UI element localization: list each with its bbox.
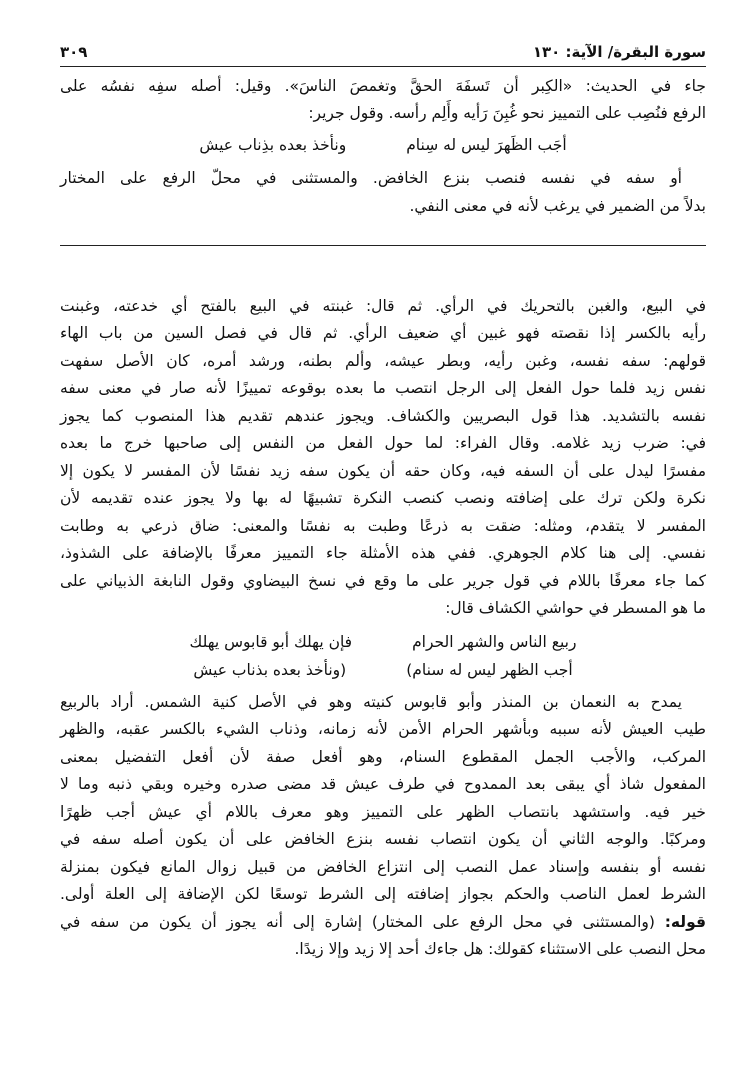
- text-line: الرفع فنُصِب على التمييز نحو غُبِنَ رَأيه وأَلِم رأسه. وقول جرير:: [308, 104, 706, 122]
- text-line: في: ضرب زيد غلامه. وقال الفراء: لما حول الفعل من النفس إلى صاحبها خرج ما بعده: [60, 434, 706, 452]
- verse: [60, 659, 706, 681]
- footnote-separator: [60, 245, 706, 246]
- text-line: الشرط لعمل الناصب والحكم بجواز إضافته إلى الشرط توسعًا لكن الإضافة إلى العلة أولى.: [60, 885, 706, 903]
- text-line: بدلاً من الضمير في يرغب لأنه في معنى النفي.: [409, 197, 706, 215]
- text-line: محل النصب على الاستثناء كقولك: هل جاءك أحد إلا زيد وإلا زيدًا.: [294, 940, 706, 958]
- text-line: نفس زيد فلما حول الفعل إلى الرجل انتصب ما بعده بوقوعه تمييزًا لأنه صار في معنى سفه: [60, 379, 706, 397]
- running-header: [60, 40, 706, 64]
- text-line: نفسه أو بنفسه وإسناد عمل النصب إلى انتزاع الخافض من قبيل زوال المانع فيكون بمنزلة: [60, 858, 706, 876]
- verse-second-hemistich: فإن يهلك أبو قابوس يهلك: [189, 633, 353, 651]
- verse-first-hemistich: أجب الظهر ليس له سنام): [406, 661, 573, 679]
- text-line: يمدح به النعمان بن المنذر وأبو قابوس كنيته وهو في الأصل كنية الشمس. أراد بالربيع: [60, 693, 682, 711]
- text-line: نفسي. إلى هنا كلام الجوهري. ففي هذه الأمثلة جاء التمييز معرفًا بالإضافة على الشذوذ،: [60, 544, 706, 562]
- qawluh-text: (والمستثنى في محل الرفع على المختار) إشارة إلى أنه يجوز أن يكون من سفه في: [60, 913, 665, 931]
- text-line: خير فيه. واستشهد بانتصاب الظهر على التمييز وهو معرف باللام أي عيش أجب ظهرًا: [60, 803, 706, 821]
- text-line: كما جاء معرفًا باللام في قول جرير على ما وقع في نسخ البيضاوي وقول النابغة الذبياني على: [60, 572, 706, 590]
- text-line: ومركبًا. والوجه الثاني أن يكون انتصاب نفسه بنزع الخافض على أن يكون أصله سفه في: [60, 830, 706, 848]
- text-line: نفسه بالتشديد. هذا قول البصريين والكشاف. ويجوز عندهم تقديم هذا المنصوب كما يجوز: [60, 407, 706, 425]
- text-line: طيب العيش لأنه سببه وبأشهر الحرام الأمن لأنه زمانه، وذناب الشيء بالكسر عقبه، والظهر: [60, 720, 706, 738]
- page-number: ٣٠٩: [60, 43, 88, 61]
- qawluh-label: قوله:: [664, 913, 706, 931]
- text-line: المفسر لا يتقدم، ومثله: ضقت به ذرعًا وطبت به نفسًا والمعنى: ضاق ذرعي به وطابت: [60, 517, 706, 535]
- header-rule: [60, 66, 706, 67]
- text-line: نكرة ولكن ترك على إضافته ونصب كنصب النكرة تشبيهًا له بها ولا يجوز عنده تقديمه لأن: [60, 489, 706, 507]
- verse-second-hemistich: ونأخذ بعده بذِناب عيش: [199, 136, 347, 154]
- text-line: قولهم: سفه نفسه، وغبن رأيه، وبطر عيشه، وألم بطنه، ورشد أمره، كان الأصل سفهت: [60, 352, 706, 370]
- verse: [60, 631, 706, 653]
- verse: [60, 134, 706, 156]
- verse-second-hemistich: (ونأخذ بعده بذناب عيش: [193, 661, 347, 679]
- header-title: سورة البقرة/ الآية: ١٣٠: [532, 43, 706, 61]
- text-line: جاء في الحديث: «الكِبر أن تَسفَهَ الحقَّ وتغمصَ الناسَ». وقيل: أصله سفِه نفسُه على: [60, 77, 706, 95]
- text-line: رأيه بالكسر إذا نقصته فهو غبين أي ضعيف الرأي. ثم قال في فصل السين من باب الهاء: [60, 324, 706, 342]
- text-line: في البيع، والغبن بالتحريك في الرأي. ثم قال: غبنته في البيع بالفتح أي خدعته، وغبنت: [60, 297, 706, 315]
- text-line: مفسرًا ليدل على أن السفه فيه، وكان حقه أن يكون سفه زيد نفسًا لأن المفسر لا يكون إلا: [60, 462, 706, 480]
- text-line: أو سفه في نفسه فنصب بنزع الخافض. والمستثنى في محلّ الرفع على المختار: [60, 169, 682, 187]
- text-line: المركب، والأجب الجمل المقطوع السنام، وهو أفعل صفة لأن أفعل التفضيل بمعنى: [60, 748, 706, 766]
- verse-first-hemistich: ربيع الناس والشهر الحرام: [412, 633, 577, 651]
- text-line: المفعول شاذ أي يبقى بعد الممدوح في طرف عيش قد مضى صدره وخيره وبقي ذنبه وما لا: [60, 775, 706, 793]
- text-line: [60, 911, 706, 933]
- text-line: ما هو المسطر في حواشي الكشاف قال:: [445, 599, 706, 617]
- verse-first-hemistich: أجَب الظَهرَ ليس له سِنام: [406, 136, 567, 154]
